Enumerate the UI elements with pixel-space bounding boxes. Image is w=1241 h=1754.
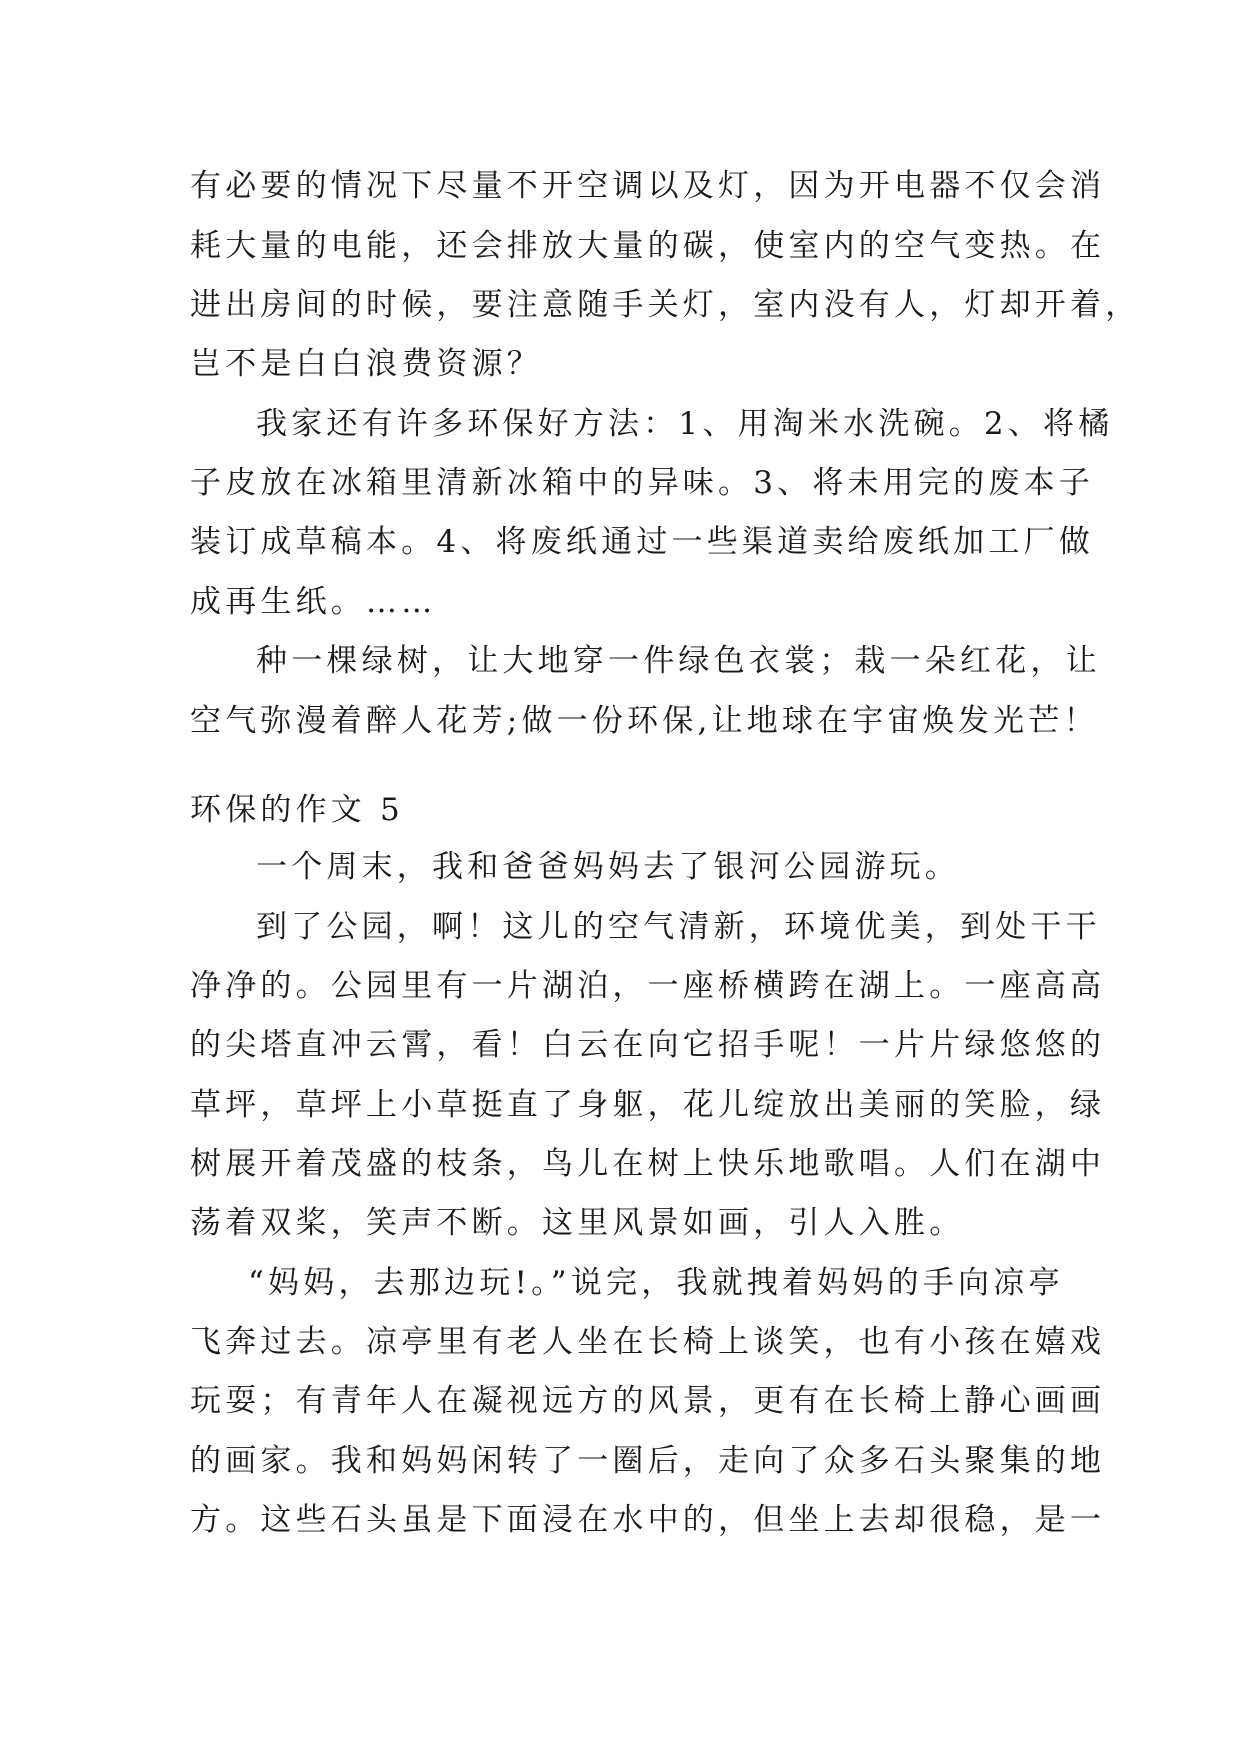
paragraph-line: 耗大量的电能，还会排放大量的碳，使室内的空气变热。在	[190, 228, 1106, 264]
paragraph-line: 的画家。我和妈妈闲转了一圈后，走向了众多石头聚集的地	[190, 1443, 1106, 1479]
document-page	[190, 0, 1141, 1754]
paragraph-line: 成再生纸。……	[190, 584, 437, 620]
paragraph-line: 我家还有许多环保好方法：1、用淘米水洗碗。2、将橘	[256, 406, 1114, 442]
paragraph-line: 飞奔过去。凉亭里有老人坐在长椅上谈笑，也有小孩在嬉戏	[190, 1324, 1106, 1360]
paragraph-line: 净净的。公园里有一片湖泊，一座桥横跨在湖上。一座高高	[190, 968, 1106, 1004]
paragraph-line: 子皮放在冰箱里清新冰箱中的异味。3、将未用完的废本子	[190, 465, 1094, 501]
paragraph-line: 进出房间的时候，要注意随手关灯，室内没有人，灯却开着，	[190, 287, 1141, 323]
paragraph-line: 到了公园，啊！这儿的空气清新，环境优美，到处干干	[256, 909, 1101, 945]
paragraph-line: 的尖塔直冲云霄，看！白云在向它招手呢！一片片绿悠悠的	[190, 1027, 1106, 1063]
paragraph-line: 树展开着茂盛的枝条，鸟儿在树上快乐地歌唱。人们在湖中	[190, 1146, 1106, 1182]
paragraph-line: 种一棵绿树，让大地穿一件绿色衣裳；栽一朵红花，让	[256, 643, 1101, 679]
paragraph-line: “妈妈，去那边玩!。”说完，我就拽着妈妈的手向凉亭	[248, 1265, 1064, 1301]
paragraph-line: 一个周末，我和爸爸妈妈去了银河公园游玩。	[256, 849, 960, 885]
paragraph-line: 岂不是白白浪费资源？	[190, 346, 542, 382]
paragraph-line: 荡着双桨，笑声不断。这里风景如画，引人入胜。	[190, 1205, 965, 1241]
paragraph-line: 装订成草稿本。4、将废纸通过一些渠道卖给废纸加工厂做	[190, 524, 1094, 560]
section-heading: 环保的作文 5	[190, 792, 404, 828]
paragraph-line: 玩耍；有青年人在凝视远方的风景，更有在长椅上静心画画	[190, 1383, 1106, 1419]
paragraph-line: 草坪，草坪上小草挺直了身躯，花儿绽放出美丽的笑脸，绿	[190, 1087, 1106, 1123]
paragraph-line: 空气弥漫着醉人花芳;做一份环保,让地球在宇宙焕发光芒！	[190, 703, 1099, 739]
paragraph-line: 方。这些石头虽是下面浸在水中的，但坐上去却很稳，是一	[190, 1502, 1106, 1538]
paragraph-line: 有必要的情况下尽量不开空调以及灯，因为开电器不仅会消	[190, 168, 1106, 204]
